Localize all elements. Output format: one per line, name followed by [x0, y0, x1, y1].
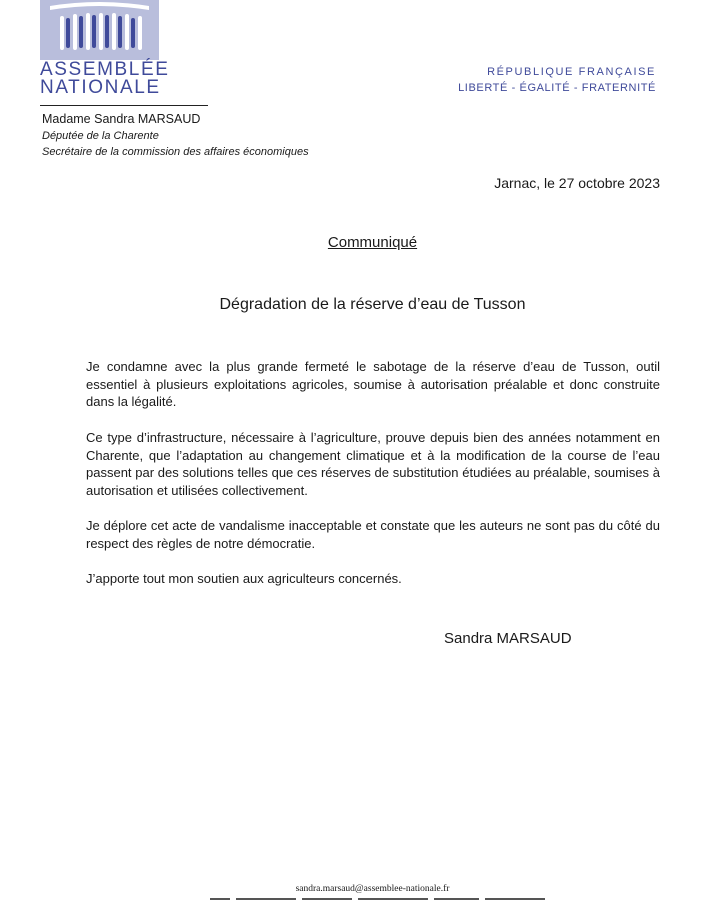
sender-role: Députée de la Charente [42, 130, 159, 142]
place-date: Jarnac, le 27 octobre 2023 [494, 175, 660, 191]
sender-name: Madame Sandra MARSAUD [42, 112, 201, 126]
signature: Sandra MARSAUD [444, 630, 572, 647]
assemblee-nationale-logo [40, 0, 170, 105]
body-paragraph: Je condamne avec la plus grande fermeté le sabotage de la réserve d’eau de Tusson, outil essentiel à plusieurs exploitations agricoles, soumise à autorisation préalable et donc construite dans la légalité. [86, 359, 660, 409]
logo-text-assemblee: ASSEMBLÉE [40, 59, 170, 80]
logo-text-nationale: NATIONALE [40, 77, 161, 98]
hemicycle-logo-icon [40, 0, 159, 60]
body-paragraph: Je déplore cet acte de vandalisme inacceptable et constate que les auteurs ne sont pas du côté du respect des règles de notre démocratie. [86, 518, 660, 551]
footer-email: sandra.marsaud@assemblee-nationale.fr [295, 884, 450, 894]
footer-cutoff-line [210, 896, 550, 900]
republique-francaise-label: RÉPUBLIQUE FRANÇAISE [487, 66, 656, 78]
body-paragraph: Ce type d’infrastructure, nécessaire à l’agriculture, prouve depuis bien des années notamment en Charente, que l’adaptation au changement climatique et à la modification de la course de l’eau passent par des solutions telles que ces réserves de substitution étudiées au préalable, soumises à autorisation et utilisées collectivement. [86, 430, 660, 498]
sender-commission: Secrétaire de la commission des affaires économiques [42, 146, 309, 158]
devise-label: LIBERTÉ - ÉGALITÉ - FRATERNITÉ [458, 82, 656, 94]
subject-title: Dégradation de la réserve d’eau de Tusson [219, 296, 526, 313]
header-divider [40, 105, 208, 106]
body-paragraph: J’apporte tout mon soutien aux agriculteurs concernés. [86, 571, 402, 586]
document-type-title: Communiqué [327, 234, 418, 251]
